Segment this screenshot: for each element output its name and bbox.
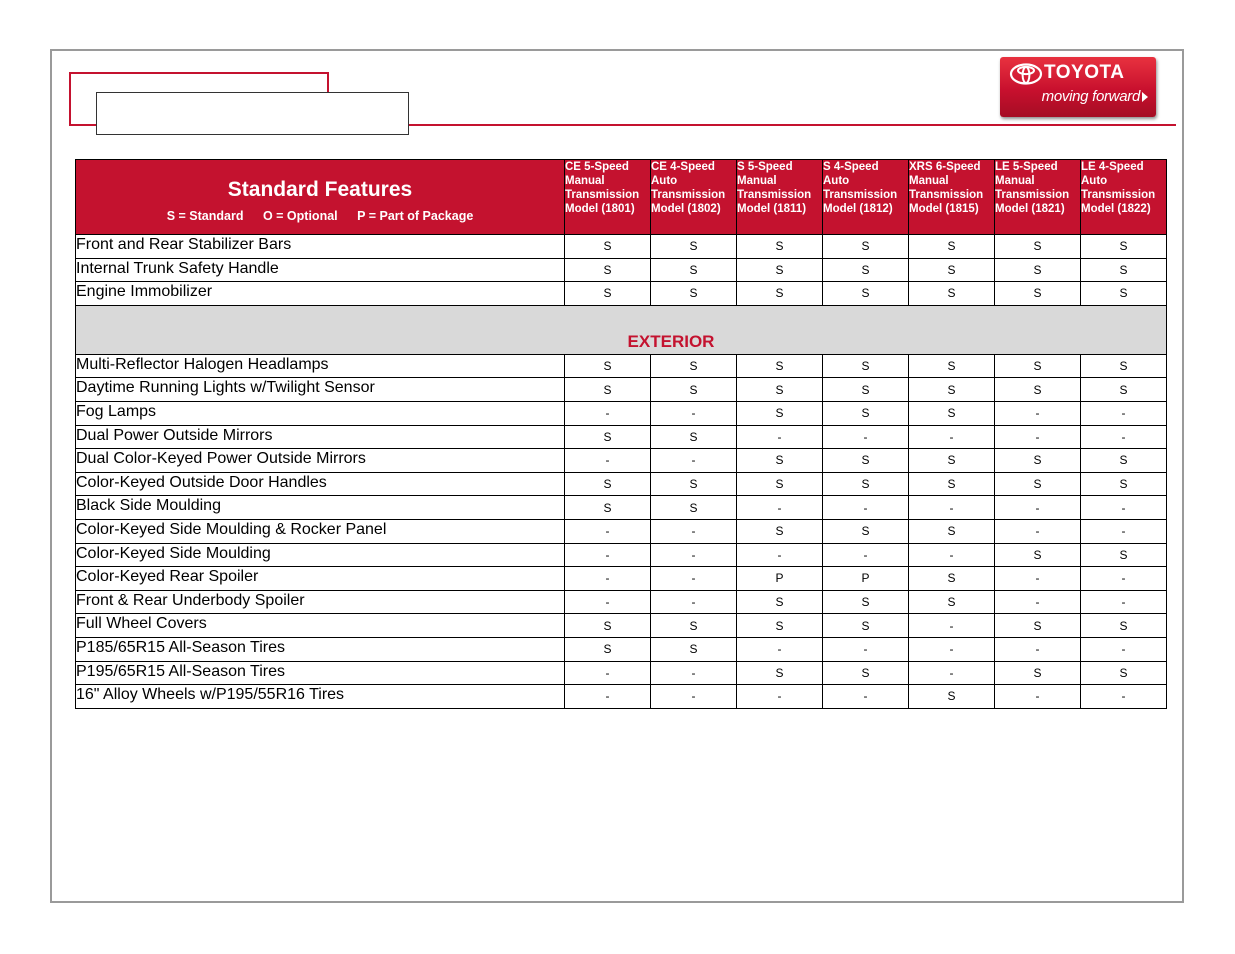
feature-value: - [1081,567,1167,591]
feature-value: - [995,685,1081,709]
feature-value: S [565,258,651,282]
feature-value: S [909,354,995,378]
feature-value: S [823,235,909,259]
feature-value: - [909,425,995,449]
feature-value: S [737,235,823,259]
model-column-header [995,160,1081,235]
model-column-header [909,160,995,235]
model-header-line: Model (1811) [737,203,807,215]
feature-value: S [823,472,909,496]
toyota-logo [1000,57,1156,117]
feature-value: - [1081,519,1167,543]
model-header-line: Transmission [823,189,898,201]
feature-value: S [737,519,823,543]
feature-value: - [823,685,909,709]
feature-name: P195/65R15 All-Season Tires [76,661,565,685]
table-row [76,496,1167,520]
feature-value: S [737,282,823,306]
feature-value: - [1081,590,1167,614]
feature-value: S [1081,472,1167,496]
feature-value: - [995,401,1081,425]
model-header-line: Auto [651,175,678,187]
legend-optional: O = Optional [262,208,338,223]
feature-value: S [737,590,823,614]
feature-value: P [737,567,823,591]
feature-value: - [737,543,823,567]
feature-value: - [651,661,737,685]
feature-value: - [1081,401,1167,425]
feature-name: 16" Alloy Wheels w/P195/55R16 Tires [76,685,565,709]
feature-value: S [737,354,823,378]
feature-value: S [909,567,995,591]
feature-name: Color-Keyed Outside Door Handles [76,472,565,496]
table-row [76,661,1167,685]
model-header-line: Transmission [565,189,640,201]
table-row [76,567,1167,591]
feature-value: - [651,401,737,425]
model-header-line: Transmission [737,189,812,201]
header-title-box [96,92,409,135]
feature-value: - [565,401,651,425]
model-header-line: Manual [565,175,605,187]
feature-value: - [565,685,651,709]
feature-value: - [565,543,651,567]
model-column-header [737,160,823,235]
feature-value: - [651,567,737,591]
model-column-header [1081,160,1167,235]
feature-value: - [651,519,737,543]
table-row [76,401,1167,425]
table-row [76,519,1167,543]
feature-value: S [1081,543,1167,567]
feature-value: S [909,258,995,282]
model-column-header [565,160,651,235]
feature-value: S [651,235,737,259]
feature-value: S [565,425,651,449]
model-header-line: Transmission [651,189,726,201]
feature-value: S [565,472,651,496]
feature-value: S [1081,449,1167,473]
feature-value: S [823,519,909,543]
model-header-line: S 5-Speed [737,161,793,173]
table-row [76,543,1167,567]
feature-value: S [909,519,995,543]
feature-value: S [565,614,651,638]
feature-value: - [1081,496,1167,520]
feature-value: S [1081,378,1167,402]
feature-value: - [995,637,1081,661]
feature-value: S [651,614,737,638]
brand-tagline: moving forward [1042,88,1148,105]
model-header-line: S 4-Speed [823,161,879,173]
model-header-line: Manual [909,175,949,187]
model-column-header [823,160,909,235]
feature-name: Black Side Moulding [76,496,565,520]
feature-name: Color-Keyed Side Moulding [76,543,565,567]
feature-value: S [737,614,823,638]
feature-value: S [651,258,737,282]
feature-name: Dual Power Outside Mirrors [76,425,565,449]
feature-value: - [995,496,1081,520]
feature-value: S [995,614,1081,638]
feature-value: S [737,378,823,402]
model-header-line: XRS 6-Speed [909,161,981,173]
feature-value: - [737,685,823,709]
table-title: Standard Features [227,177,413,201]
feature-value: S [909,235,995,259]
feature-value: - [909,496,995,520]
feature-value: - [909,661,995,685]
feature-value: S [823,590,909,614]
brand-name: TOYOTA [1044,62,1125,83]
table-row [76,354,1167,378]
model-header-line: Model (1802) [651,203,721,215]
header-tab-base [69,124,99,126]
feature-value: S [823,258,909,282]
feature-value: - [823,425,909,449]
header-rule [408,124,1176,126]
model-header-line: Auto [1081,175,1108,187]
feature-name: Front and Rear Stabilizer Bars [76,235,565,259]
table-row [76,378,1167,402]
table-row [76,282,1167,306]
table-row [76,590,1167,614]
feature-value: - [909,543,995,567]
feature-value: - [995,590,1081,614]
model-header-line: Model (1822) [1081,203,1151,215]
feature-value: - [565,449,651,473]
feature-value: S [737,472,823,496]
table-header-row [76,160,1167,235]
feature-value: - [651,449,737,473]
model-header-line: Model (1801) [565,203,635,215]
model-header-line: LE 4-Speed [1081,161,1144,173]
feature-value: S [1081,614,1167,638]
feature-value: - [1081,685,1167,709]
feature-value: S [995,543,1081,567]
feature-value: S [995,378,1081,402]
feature-name: Internal Trunk Safety Handle [76,258,565,282]
feature-value: S [565,496,651,520]
feature-value: S [737,661,823,685]
model-header-line: Model (1815) [909,203,979,215]
feature-value: S [1081,282,1167,306]
feature-value: S [995,661,1081,685]
table-title-cell [76,160,565,235]
feature-value: - [737,637,823,661]
feature-name: Dual Color-Keyed Power Outside Mirrors [76,449,565,473]
feature-value: - [565,590,651,614]
feature-value: S [909,685,995,709]
feature-value: S [909,590,995,614]
feature-value: - [565,661,651,685]
feature-value: S [565,378,651,402]
feature-value: S [909,282,995,306]
table-row [76,614,1167,638]
feature-value: - [823,496,909,520]
model-header-line: Model (1812) [823,203,893,215]
feature-name: Full Wheel Covers [76,614,565,638]
feature-value: S [651,637,737,661]
feature-value: S [823,354,909,378]
model-header-line: Manual [995,175,1035,187]
feature-value: - [737,425,823,449]
feature-value: S [651,354,737,378]
feature-value: - [737,496,823,520]
feature-value: S [823,401,909,425]
model-column-header [651,160,737,235]
feature-value: S [995,258,1081,282]
legend-standard: S = Standard [166,208,244,223]
feature-value: S [823,449,909,473]
table-legend [76,209,564,223]
feature-value: S [737,449,823,473]
features-table [75,159,1167,709]
feature-value: S [823,282,909,306]
model-header-line: CE 5-Speed [565,161,629,173]
model-header-line: Model (1821) [995,203,1065,215]
feature-value: S [1081,235,1167,259]
feature-value: - [651,543,737,567]
model-header-line: CE 4-Speed [651,161,715,173]
feature-value: S [565,354,651,378]
table-row [76,637,1167,661]
feature-name: Engine Immobilizer [76,282,565,306]
model-header-line: Transmission [909,189,984,201]
feature-value: - [909,637,995,661]
feature-value: S [565,637,651,661]
table-row [76,425,1167,449]
feature-value: P [823,567,909,591]
section-cell [76,305,1167,354]
feature-value: S [565,282,651,306]
section-row-exterior [76,305,1167,354]
feature-value: S [1081,258,1167,282]
model-header-line: LE 5-Speed [995,161,1058,173]
feature-name: Color-Keyed Side Moulding & Rocker Panel [76,519,565,543]
feature-value: S [651,378,737,402]
feature-value: S [909,401,995,425]
feature-value: S [1081,354,1167,378]
feature-value: S [995,282,1081,306]
table-row [76,258,1167,282]
feature-value: - [995,519,1081,543]
play-arrow-icon [1142,92,1148,102]
feature-value: - [651,590,737,614]
feature-value: - [565,567,651,591]
feature-value: S [823,661,909,685]
feature-value: - [823,543,909,567]
feature-name: Color-Keyed Rear Spoiler [76,567,565,591]
feature-value: S [737,258,823,282]
feature-value: - [823,637,909,661]
table-row [76,685,1167,709]
feature-value: - [1081,637,1167,661]
table-row [76,449,1167,473]
table-row [76,235,1167,259]
model-header-line: Manual [737,175,777,187]
feature-name: Fog Lamps [76,401,565,425]
feature-value: - [651,685,737,709]
section-label: EXTERIOR [627,331,715,351]
feature-value: - [909,614,995,638]
table-row [76,472,1167,496]
feature-name: Front & Rear Underbody Spoiler [76,590,565,614]
model-header-line: Auto [823,175,850,187]
feature-value: S [995,449,1081,473]
feature-value: - [995,425,1081,449]
toyota-emblem-icon [1009,63,1043,85]
feature-name: Multi-Reflector Halogen Headlamps [76,354,565,378]
feature-value: S [651,425,737,449]
model-header-line: Transmission [1081,189,1156,201]
feature-value: S [651,472,737,496]
feature-value: S [823,614,909,638]
feature-value: S [909,472,995,496]
feature-name: P185/65R15 All-Season Tires [76,637,565,661]
feature-value: S [823,378,909,402]
feature-name: Daytime Running Lights w/Twilight Sensor [76,378,565,402]
feature-value: S [995,354,1081,378]
feature-value: - [995,567,1081,591]
feature-value: S [995,472,1081,496]
feature-value: S [651,282,737,306]
model-header-line: Transmission [995,189,1070,201]
feature-value: S [565,235,651,259]
feature-value: S [995,235,1081,259]
feature-value: - [565,519,651,543]
feature-value: S [909,449,995,473]
feature-value: S [909,378,995,402]
feature-value: S [651,496,737,520]
feature-value: S [737,401,823,425]
legend-package: P = Part of Package [357,208,474,223]
feature-value: - [1081,425,1167,449]
feature-value: S [1081,661,1167,685]
